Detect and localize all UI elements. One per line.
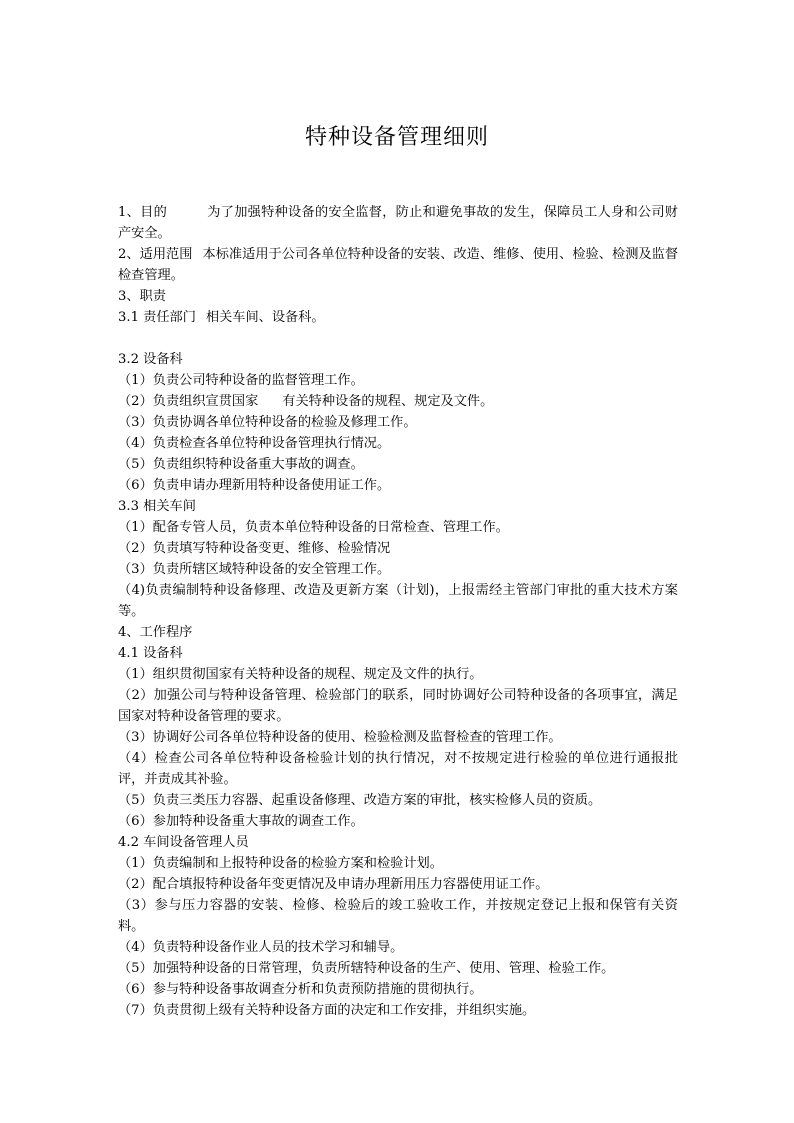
subsection-heading: 4.1 设备科 — [118, 646, 183, 661]
subsection-responsible — [118, 307, 678, 328]
list-item: （7）负责贯彻上级有关特种设备方面的决定和工作安排，并组织实施。 — [118, 1003, 536, 1018]
list-item: （1）负责编制和上报特种设备的检验方案和检验计划。 — [118, 856, 443, 871]
list-item-part: （2）负责组织宣贯国家 — [118, 394, 259, 409]
section-heading: 4、工作程序 — [118, 625, 193, 640]
list-item: （3）协调好公司各单位特种设备的使用、检验检测及监督检查的管理工作。 — [118, 730, 562, 745]
list-item: （1）配备专管人员，负责本单位特种设备的日常检查、管理工作。 — [118, 520, 509, 535]
list-item: （2）配合填报特种设备年变更情况及申请办理新用压力容器使用证工作。 — [118, 877, 549, 892]
list-item: （4)负责编制特种设备修理、改造及更新方案（计划)，上报需经主管部门审批的重大技术方案等。 — [118, 583, 678, 619]
section-text: 为了加强特种设备的安全监督，防止和避免事故的发生，保障员工人身和公司财产安全。 — [118, 205, 678, 241]
list-item: （6）负责申请办理新用特种设备使用证工作。 — [118, 478, 391, 493]
list-item: （5）负责三类压力容器、起重设备修理、改造方案的审批，核实检修人员的资质。 — [118, 793, 602, 808]
document-title: 特种设备管理细则 — [304, 125, 489, 150]
list-item: （1）负责公司特种设备的监督管理工作。 — [118, 373, 364, 388]
list-item: （4）负责特种设备作业人员的技术学习和辅导。 — [118, 940, 404, 955]
subsection-heading: 3.2 设备科 — [118, 352, 183, 367]
subsection-heading: 4.2 车间设备管理人员 — [118, 835, 249, 850]
subsection-label: 3.1 责任部门 — [118, 310, 196, 325]
list-item: （3）负责协调各单位特种设备的检验及修理工作。 — [118, 415, 417, 430]
section-scope — [118, 244, 678, 286]
section-purpose — [118, 202, 678, 244]
section-heading: 3、职责 — [118, 289, 166, 304]
list-item: （3）参与压力容器的安装、检修、检验后的竣工验收工作，并按规定登记上报和保管有关资料。 — [118, 898, 678, 934]
list-item — [118, 391, 678, 412]
subsection-text: 相关车间、设备科。 — [205, 310, 325, 325]
document-body — [118, 202, 678, 1021]
list-item: （2）负责填写特种设备变更、维修、检验情况 — [118, 541, 391, 556]
section-text: 本标准适用于公司各单位特种设备的安装、改造、维修、使用、检验、检测及监督检查管理。 — [118, 247, 679, 283]
list-item: （5）负责组织特种设备重大事故的调查。 — [118, 457, 364, 472]
list-item-part: 有关特种设备的规程、规定及文件。 — [282, 394, 494, 409]
list-item: （3）负责所辖区域特种设备的安全管理工作。 — [118, 562, 391, 577]
list-item: （5）加强特种设备的日常管理，负责所辖特种设备的生产、使用、管理、检验工作。 — [118, 961, 615, 976]
list-item: （6）参与特种设备事故调查分析和负责预防措施的贯彻执行。 — [118, 982, 483, 997]
list-item: （6）参加特种设备重大事故的调查工作。 — [118, 814, 364, 829]
section-label: 1、目的 — [118, 205, 168, 220]
blank-line — [118, 328, 678, 349]
list-item: （2）加强公司与特种设备管理、检验部门的联系，同时协调好公司特种设备的各项事宜，满足国家对特种设备管理的要求。 — [118, 688, 678, 724]
list-item: （4）检查公司各单位特种设备检验计划的执行情况，对不按规定进行检验的单位进行通报批评，并责成其补验。 — [118, 751, 678, 787]
list-item: （4）负责检查各单位特种设备管理执行情况。 — [118, 436, 391, 451]
list-item: （1）组织贯彻国家有关特种设备的规程、规定及文件的执行。 — [118, 667, 483, 682]
section-label: 2、适用范围 — [118, 247, 193, 262]
subsection-heading: 3.3 相关车间 — [118, 499, 196, 514]
